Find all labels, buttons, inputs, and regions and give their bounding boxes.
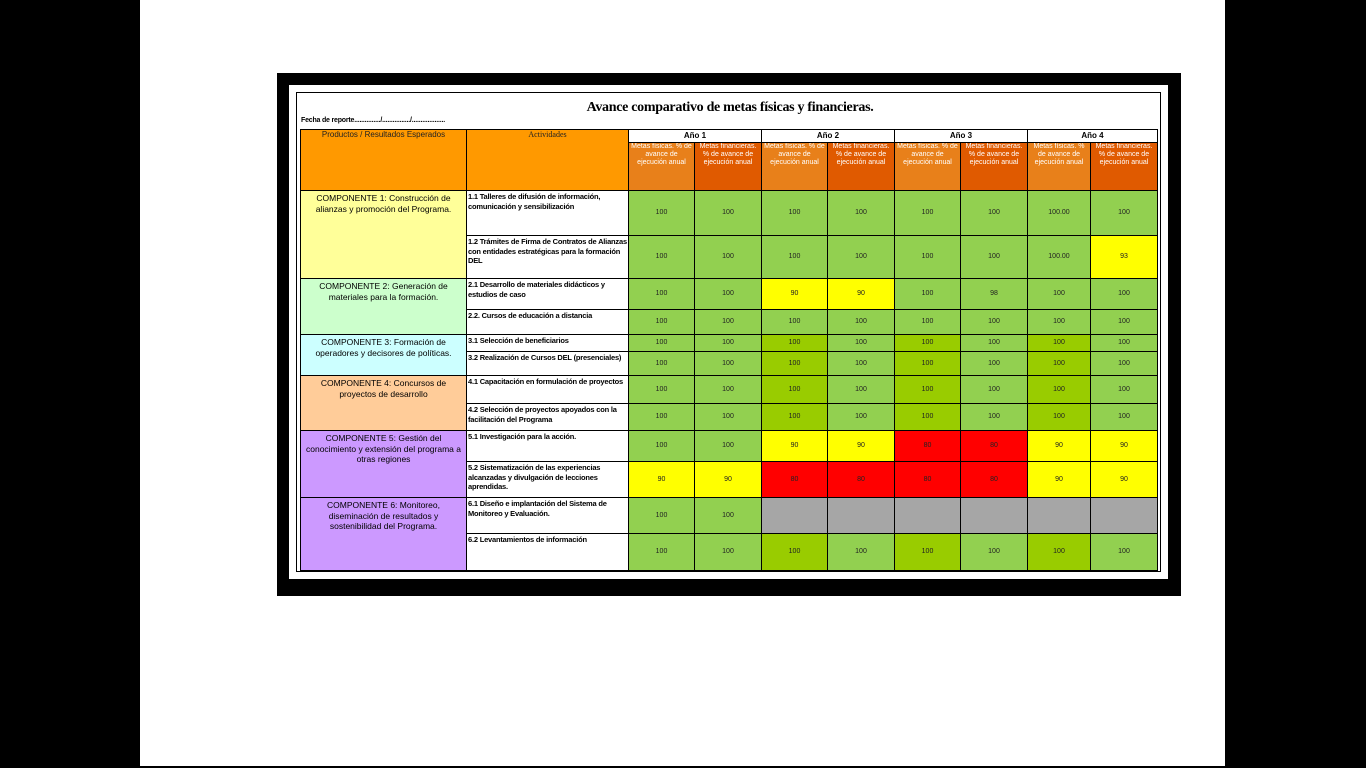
value-cell: 100 (762, 236, 828, 279)
value-cell (762, 498, 828, 534)
activity-cell: 5.1 Investigación para la acción. (467, 431, 629, 462)
value-cell: 100 (1091, 191, 1158, 236)
value-cell: 100 (1028, 352, 1091, 376)
value-cell: 100 (1091, 376, 1158, 404)
value-cell: 100 (1028, 279, 1091, 310)
progress-table (300, 129, 1158, 571)
header-metas-fisicas: Metas físicas. % de avance de ejecución anual (1028, 143, 1091, 191)
value-cell: 100 (629, 335, 695, 352)
value-cell: 100 (895, 534, 961, 571)
value-cell: 100 (629, 404, 695, 431)
activity-cell: 2.2. Cursos de educación a distancia (467, 310, 629, 335)
value-cell: 100 (762, 335, 828, 352)
value-cell: 100 (629, 236, 695, 279)
value-cell: 100 (762, 404, 828, 431)
value-cell: 80 (961, 431, 1028, 462)
value-cell: 100 (1028, 404, 1091, 431)
value-cell: 90 (695, 462, 762, 498)
header-metas-financieras: Metas financieras. % de avance de ejecución anual (1091, 143, 1158, 191)
value-cell: 100 (895, 335, 961, 352)
value-cell (1091, 498, 1158, 534)
component-4-cell: COMPONENTE 4: Concursos de proyectos de desarrollo (301, 376, 467, 431)
value-cell: 100 (1028, 376, 1091, 404)
value-cell: 100 (961, 335, 1028, 352)
value-cell: 100 (695, 236, 762, 279)
value-cell: 100 (1028, 310, 1091, 335)
value-cell: 100 (828, 236, 895, 279)
header-year-2: Año 2 (762, 130, 895, 143)
header-metas-fisicas: Metas físicas. % de avance de ejecución anual (895, 143, 961, 191)
value-cell: 100 (1028, 335, 1091, 352)
header-actividades: Actividades (467, 130, 629, 191)
value-cell: 80 (762, 462, 828, 498)
value-cell: 100 (629, 310, 695, 335)
value-cell: 100 (629, 431, 695, 462)
value-cell: 100 (1091, 534, 1158, 571)
value-cell: 100 (828, 352, 895, 376)
component-6-cell: COMPONENTE 6: Monitoreo, diseminación de resultados y sostenibilidad del Programa. (301, 498, 467, 571)
value-cell: 90 (629, 462, 695, 498)
value-cell: 100 (828, 310, 895, 335)
value-cell (895, 498, 961, 534)
value-cell: 80 (961, 462, 1028, 498)
value-cell: 100 (961, 310, 1028, 335)
value-cell: 90 (1091, 431, 1158, 462)
activity-cell: 4.2 Selección de proyectos apoyados con la facilitación del Programa (467, 404, 629, 431)
value-cell: 100 (895, 404, 961, 431)
activity-cell: 3.1 Selección de beneficiarios (467, 335, 629, 352)
value-cell: 100 (1091, 352, 1158, 376)
value-cell: 100 (828, 191, 895, 236)
value-cell: 100 (629, 352, 695, 376)
value-cell: 90 (1091, 462, 1158, 498)
header-metas-financieras: Metas financieras. % de avance de ejecución anual (828, 143, 895, 191)
value-cell: 100 (828, 534, 895, 571)
component-5-cell: COMPONENTE 5: Gestión del conocimiento y extensión del programa a otras regiones (301, 431, 467, 498)
value-cell: 100 (695, 279, 762, 310)
value-cell: 100 (895, 279, 961, 310)
activity-cell: 1.2 Trámites de Firma de Contratos de Alianzas con entidades estratégicas para la formación DEL (467, 236, 629, 279)
value-cell: 100 (895, 236, 961, 279)
header-year-1: Año 1 (629, 130, 762, 143)
activity-cell: 2.1 Desarrollo de materiales didácticos y estudios de caso (467, 279, 629, 310)
value-cell: 100 (828, 335, 895, 352)
value-cell: 100 (695, 352, 762, 376)
value-cell: 100 (695, 498, 762, 534)
page-title: Avance comparativo de metas físicas y financieras. (586, 100, 874, 115)
value-cell: 100 (695, 534, 762, 571)
activity-cell: 4.1 Capacitación en formulación de proyectos (467, 376, 629, 404)
value-cell: 100 (961, 191, 1028, 236)
value-cell: 100 (895, 191, 961, 236)
value-cell: 100 (828, 376, 895, 404)
value-cell: 90 (1028, 462, 1091, 498)
value-cell: 90 (762, 279, 828, 310)
value-cell: 100 (695, 335, 762, 352)
value-cell: 90 (828, 279, 895, 310)
value-cell: 100 (762, 376, 828, 404)
value-cell: 100.00 (1028, 191, 1091, 236)
value-cell: 80 (895, 431, 961, 462)
value-cell: 100 (961, 236, 1028, 279)
value-cell: 100 (762, 352, 828, 376)
value-cell (961, 498, 1028, 534)
value-cell: 100 (695, 376, 762, 404)
value-cell: 100 (895, 376, 961, 404)
value-cell: 100 (1091, 335, 1158, 352)
value-cell: 100 (629, 191, 695, 236)
component-2-cell: COMPONENTE 2: Generación de materiales para la formación. (301, 279, 467, 335)
activity-cell: 6.1 Diseño e implantación del Sistema de Monitoreo y Evaluación. (467, 498, 629, 534)
header-metas-financieras: Metas financieras. % de avance de ejecución anual (695, 143, 762, 191)
value-cell: 100 (695, 431, 762, 462)
value-cell: 100 (1091, 279, 1158, 310)
value-cell: 93 (1091, 236, 1158, 279)
value-cell: 100 (629, 498, 695, 534)
value-cell: 100 (895, 352, 961, 376)
value-cell: 100 (629, 279, 695, 310)
activity-cell: 1.1 Talleres de difusión de información, comunicación y sensibilización (467, 191, 629, 236)
value-cell: 80 (828, 462, 895, 498)
value-cell: 100 (695, 191, 762, 236)
value-cell: 100 (762, 191, 828, 236)
header-year-4: Año 4 (1028, 130, 1158, 143)
component-1-cell: COMPONENTE 1: Construcción de alianzas y promoción del Programa. (301, 191, 467, 279)
activity-cell: 3.2 Realización de Cursos DEL (presenciales) (467, 352, 629, 376)
value-cell: 100 (961, 404, 1028, 431)
value-cell: 100 (961, 376, 1028, 404)
value-cell: 100 (762, 310, 828, 335)
value-cell: 100 (629, 376, 695, 404)
header-metas-fisicas: Metas físicas. % de avance de ejecución anual (762, 143, 828, 191)
value-cell: 98 (961, 279, 1028, 310)
value-cell: 100 (828, 404, 895, 431)
value-cell: 100 (961, 352, 1028, 376)
header-year-3: Año 3 (895, 130, 1028, 143)
value-cell: 100 (1091, 404, 1158, 431)
value-cell (1028, 498, 1091, 534)
report-date-label: Fecha de reporte.............../................/................... (301, 117, 445, 124)
value-cell: 90 (1028, 431, 1091, 462)
value-cell: 100 (762, 534, 828, 571)
value-cell: 100 (1091, 310, 1158, 335)
value-cell: 90 (762, 431, 828, 462)
header-metas-financieras: Metas financieras. % de avance de ejecución anual (961, 143, 1028, 191)
value-cell: 100 (961, 534, 1028, 571)
value-cell: 80 (895, 462, 961, 498)
value-cell: 100 (695, 404, 762, 431)
activity-cell: 5.2 Sistematización de las experiencias alcanzadas y divulgación de lecciones aprendidas. (467, 462, 629, 498)
value-cell: 100 (629, 534, 695, 571)
value-cell: 100 (1028, 534, 1091, 571)
value-cell: 100 (895, 310, 961, 335)
header-productos: Productos / Resultados Esperados (301, 130, 467, 191)
header-metas-fisicas: Metas físicas. % de avance de ejecución anual (629, 143, 695, 191)
value-cell: 90 (828, 431, 895, 462)
value-cell (828, 498, 895, 534)
activity-cell: 6.2 Levantamientos de información (467, 534, 629, 571)
value-cell: 100.00 (1028, 236, 1091, 279)
component-3-cell: COMPONENTE 3: Formación de operadores y decisores de políticas. (301, 335, 467, 376)
value-cell: 100 (695, 310, 762, 335)
